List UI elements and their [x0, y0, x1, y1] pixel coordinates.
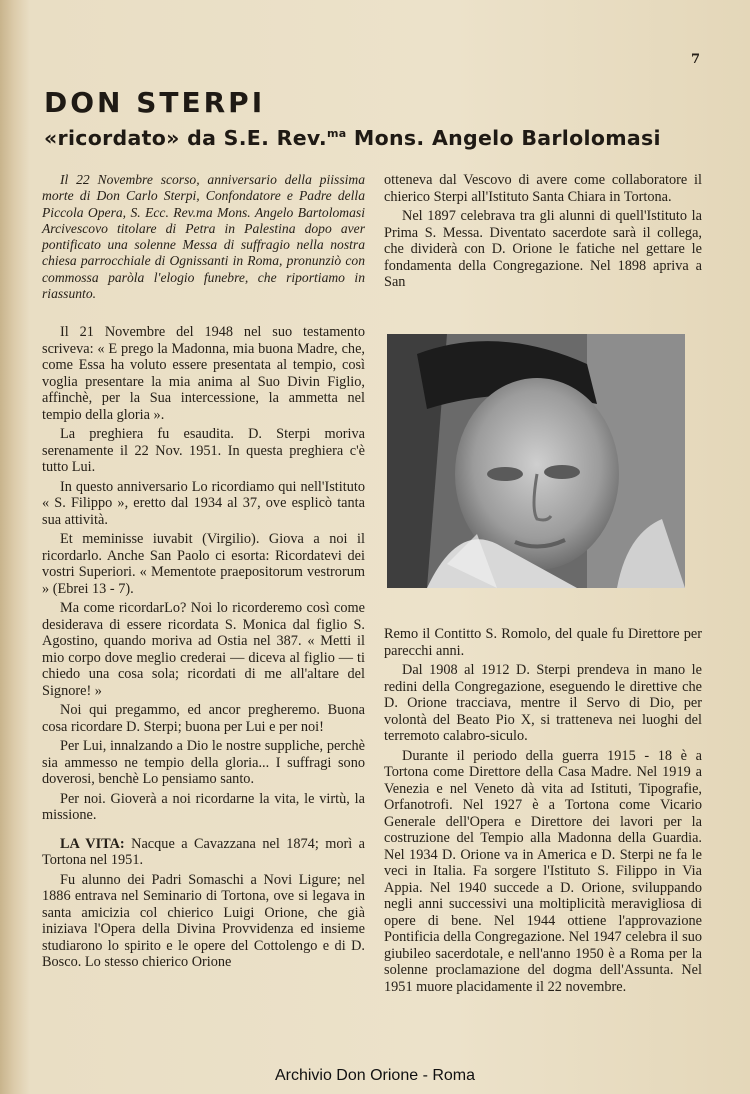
- subtitle-superscript: ma: [327, 127, 347, 141]
- body-paragraph: Dal 1908 al 1912 D. Sterpi prendeva in mano le redini della Congregazione, eseguendo le direttive che D. Orione tracciava, mentre il Servo di Dio, per volontà del Beato Pio X, si tratteneva nei luoghi del terremoto calabro-siculo.: [384, 662, 702, 744]
- page-number: 7: [690, 52, 700, 67]
- body-paragraph: La preghiera fu esaudita. D. Sterpi moriva serenamente il 22 Nov. 1951. In questa preghiera c'è tutto Lui.: [42, 426, 365, 476]
- body-paragraph: Fu alunno dei Padri Somaschi a Novi Ligure; nel 1886 entrava nel Seminario di Tortona, ove si legava in santa amicizia col chierico Luigi Orione, che già iniziava l'Opera della Divina Provvidenza ed insieme studiarono lo spirito e le opere del Cottolengo e di D. Bosco. Lo stesso chierico Orione: [42, 871, 365, 971]
- body-paragraph: otteneva dal Vescovo di avere come collaboratore il chierico Sterpi all'Istituto Santa Chiara in Tortona.: [384, 172, 702, 205]
- body-paragraph: Per Lui, innalzando a Dio le nostre suppliche, perchè sia ammesso ne tempio della gloria... I suffragi sono doverosi, benchè Lo pensiamo santo.: [42, 738, 365, 788]
- subtitle-after: Mons. Angelo Barlolomasi: [346, 126, 661, 150]
- right-column-bottom: [384, 626, 702, 998]
- vita-paragraph: [42, 836, 365, 869]
- intro-paragraph: Il 22 Novembre scorso, anniversario della piissima morte di Don Carlo Sterpi, Confondatore e Padre della Piccola Opera, S. Ecc. Rev.ma Mons. Angelo Bartolomasi Arcivescovo titolare di Petra in Palestina dopo aver pontificato una solenne Messa di suffragio nella nostra chiesa parrocchiale di Ognissanti in Roma, pronunziò con commossa paròla l'elogio funebre, che riportiamo in riassunto.: [42, 172, 365, 302]
- article-title: DON STERPI: [44, 86, 266, 119]
- article-subtitle: [44, 126, 661, 150]
- body-paragraph: In questo anniversario Lo ricordiamo qui nell'Istituto « S. Filippo », eretto dal 1934 al 37, ove esplicò tanta sua attività.: [42, 478, 365, 528]
- right-column-top: [384, 172, 702, 294]
- body-paragraph: Ma come ricordarLo? Noi lo ricorderemo così come desiderava di essere ricordata S. Monica dal figlio S. Agostino, quando moriva ad Ostia nel 387. « Metti il mio corpo dove meglio crederai — diceva al figlio — ti chiedo una cosa sola; ricordati di me all'altare del Signore! »: [42, 600, 365, 699]
- body-paragraph: Nel 1897 celebrava tra gli alunni di quell'Istituto la Prima S. Messa. Diventato sacerdote sarà il collega, che dividerà con D. Orione le fatiche nel gettare le fondamenta della Congregazione. Nel 1898 apriva a San: [384, 208, 702, 290]
- body-paragraph: Et meminisse iuvabit (Virgilio). Giova a noi il ricordarlo. Anche San Paolo ci esorta: Ricordatevi dei vostri Superiori. « Mementote praepositorum vestrorum » (Ebrei 13 - 7).: [42, 531, 365, 597]
- body-paragraph: Noi qui pregammo, ed ancor pregheremo. Buona cosa ricordare D. Sterpi; buona per Lui e per noi!: [42, 702, 365, 735]
- body-paragraph: Il 21 Novembre del 1948 nel suo testamento scriveva: « E prego la Madonna, mia buona Madre, che, come Essa ha voluto essere presentata al tempio, così voglia presentare la mia anima al Suo Divin Figlio, affinchè, per la Sua intercessione, la ammetta nel tempio della gloria ».: [42, 324, 365, 423]
- body-paragraph: Remo il Contitto S. Romolo, del quale fu Direttore per parecchi anni.: [384, 626, 702, 659]
- portrait-photo: [387, 334, 685, 588]
- vita-heading: LA VITA:: [60, 835, 125, 852]
- portrait-illustration: [387, 334, 685, 588]
- vita-text: Nacque a Cavazzana nel 1874; morì a Tortona nel 1951.: [42, 835, 365, 869]
- body-paragraph: Durante il periodo della guerra 1915 - 18 è a Tortona come Direttore della Casa Madre. Nel 1919 a Venezia e nel Veneto dà vita ad Istituti, Tipografie, Orfanotrofi. Nel 1927 è a Tortona come Vicario Generale dell'Opera e Direttore dei lavori per la costruzione del Tempio alla Madonna della Guardia. Nel 1934 D. Orione va in America e D. Sterpi ne fa le veci in Italia. Fa sorgere l'Istituto S. Filippo in Via Appia. Nel 1940 succede a D. Orione, sviluppando negli anni successivi una moltiplicità meravigliosa di opere di bene. Nel 1944 ottiene l'approvazione Pontificia della Congregazione. Nel 1947 celebra il suo giubileo sacerdotale, e nell'anno 1950 è a Roma per la solenne proclamazione del dogma dell'Assunta. Nel 1951 muore placidamente il 22 novembre.: [384, 747, 702, 995]
- left-column: [42, 172, 365, 974]
- archive-footer: Archivio Don Orione - Roma: [274, 1067, 476, 1084]
- body-paragraph: Per noi. Gioverà a noi ricordarne la vita, le virtù, la missione.: [42, 790, 365, 824]
- subtitle-before: «ricordato» da S.E. Rev.: [44, 126, 327, 150]
